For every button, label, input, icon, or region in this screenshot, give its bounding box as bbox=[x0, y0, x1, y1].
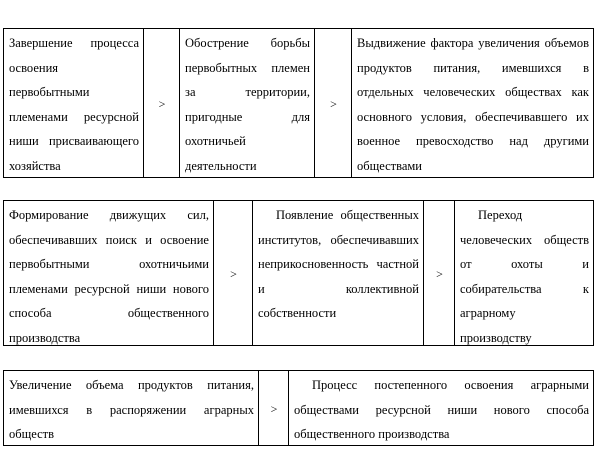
row3-box-2: Процесс постепенного освоения аграрными обществами ресурсной ниши нового способа общественного производства bbox=[294, 378, 589, 441]
row2-box-2: Появление общественных институтов, обеспечивавших неприкосновенность частной и коллективной собственности bbox=[253, 201, 424, 345]
flow-row-2 bbox=[3, 200, 594, 346]
row1-arrow-1: > bbox=[144, 29, 180, 177]
row1-arrow-2: > bbox=[315, 29, 352, 177]
row2-arrow-2: > bbox=[424, 201, 455, 345]
row1-box-2: Обострение борьбы первобытных племен за территории, пригодные для охотничьей деятельности bbox=[180, 29, 315, 177]
row1-box-3: Выдвижение фактора увеличения объемов продуктов питания, имевшихся в отдельных человеческих обществах как основного условия, обеспечивавшего их военное превосходство над другими обществами bbox=[357, 36, 589, 173]
row2-box-1: Формирование движущих сил, обеспечивавших поиск и освоение первобытными охотничьими племенами ресурсной ниши нового способа общественного производства bbox=[4, 201, 214, 345]
row2-arrow-1: > bbox=[214, 201, 253, 345]
row2-box-3: Переход человеческих обществ от охоты и собирательства к аграрному производству bbox=[460, 208, 589, 345]
row3-box-1: Увеличение объема продуктов питания, имевшихся в распоряжении аграрных обществ bbox=[4, 371, 259, 445]
flow-row-3 bbox=[3, 370, 594, 446]
flow-row-1 bbox=[3, 28, 594, 178]
row3-arrow-1: > bbox=[259, 371, 289, 445]
row1-box-1: Завершение процесса освоения первобытными племенами ресурсной ниши присваивающего хозяйства bbox=[4, 29, 144, 177]
